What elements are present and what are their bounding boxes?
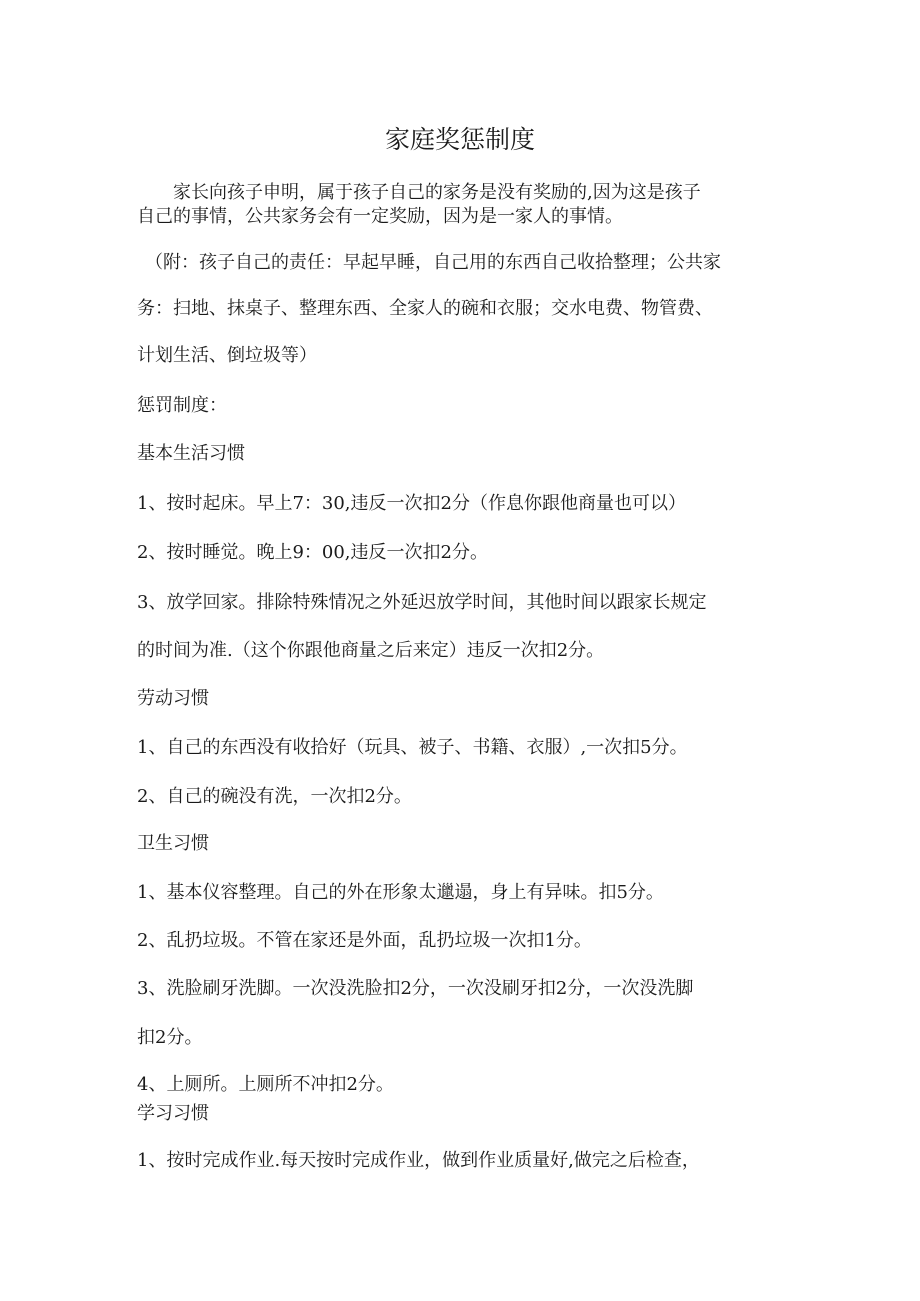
rule-line: 2、自己的碗没有洗，一次扣2分。 xyxy=(137,786,412,807)
rule-line: 4、上厕所。上厕所不冲扣2分。 xyxy=(137,1074,394,1095)
section-heading-hygiene: 卫生习惯 xyxy=(137,833,209,854)
rule-line: 3、放学回家。排除特殊情况之外延迟放学时间，其他时间以跟家长规定 xyxy=(137,592,707,613)
rule-line: 3、洗脸刷牙洗脚。一次没洗脸扣2分，一次没刷牙扣2分，一次没洗脚 xyxy=(137,978,694,999)
section-heading-basic-life: 基本生活习惯 xyxy=(137,443,245,464)
intro-line: 家长向孩子申明，属于孩子自己的家务是没有奖励的,因为这是孩子 xyxy=(173,182,701,203)
rule-line: 1、自己的东西没有收拾好（玩具、被子、书籍、衣服）,一次扣5分。 xyxy=(137,737,688,758)
section-heading-study: 学习习惯 xyxy=(137,1103,209,1124)
punishment-heading: 惩罚制度： xyxy=(137,395,227,416)
note-line: （附：孩子自己的责任：早起早睡，自己用的东西自己收拾整理；公共家 xyxy=(145,252,721,273)
note-line: 务：扫地、抹桌子、整理东西、全家人的碗和衣服；交水电费、物管费、 xyxy=(137,298,713,319)
rule-line: 扣2分。 xyxy=(137,1027,203,1048)
rule-line: 1、按时完成作业.每天按时完成作业，做到作业质量好,做完之后检查， xyxy=(137,1150,700,1171)
rule-line: 的时间为准.（这个你跟他商量之后来定）违反一次扣2分。 xyxy=(137,640,605,661)
rule-line: 2、乱扔垃圾。不管在家还是外面，乱扔垃圾一次扣1分。 xyxy=(137,930,592,951)
document-title: 家庭奖惩制度 xyxy=(384,125,535,154)
intro-line: 自己的事情，公共家务会有一定奖励，因为是一家人的事情。 xyxy=(137,206,623,227)
section-heading-labor: 劳动习惯 xyxy=(137,688,209,709)
rule-line: 1、按时起床。早上7：30,违反一次扣2分（作息你跟他商量也可以） xyxy=(137,493,686,514)
rule-line: 1、基本仪容整理。自己的外在形象太邋遢，身上有异味。扣5分。 xyxy=(137,882,664,903)
note-line: 计划生活、倒垃圾等） xyxy=(137,345,317,366)
rule-line: 2、按时睡觉。晚上9：00,违反一次扣2分。 xyxy=(137,542,488,563)
